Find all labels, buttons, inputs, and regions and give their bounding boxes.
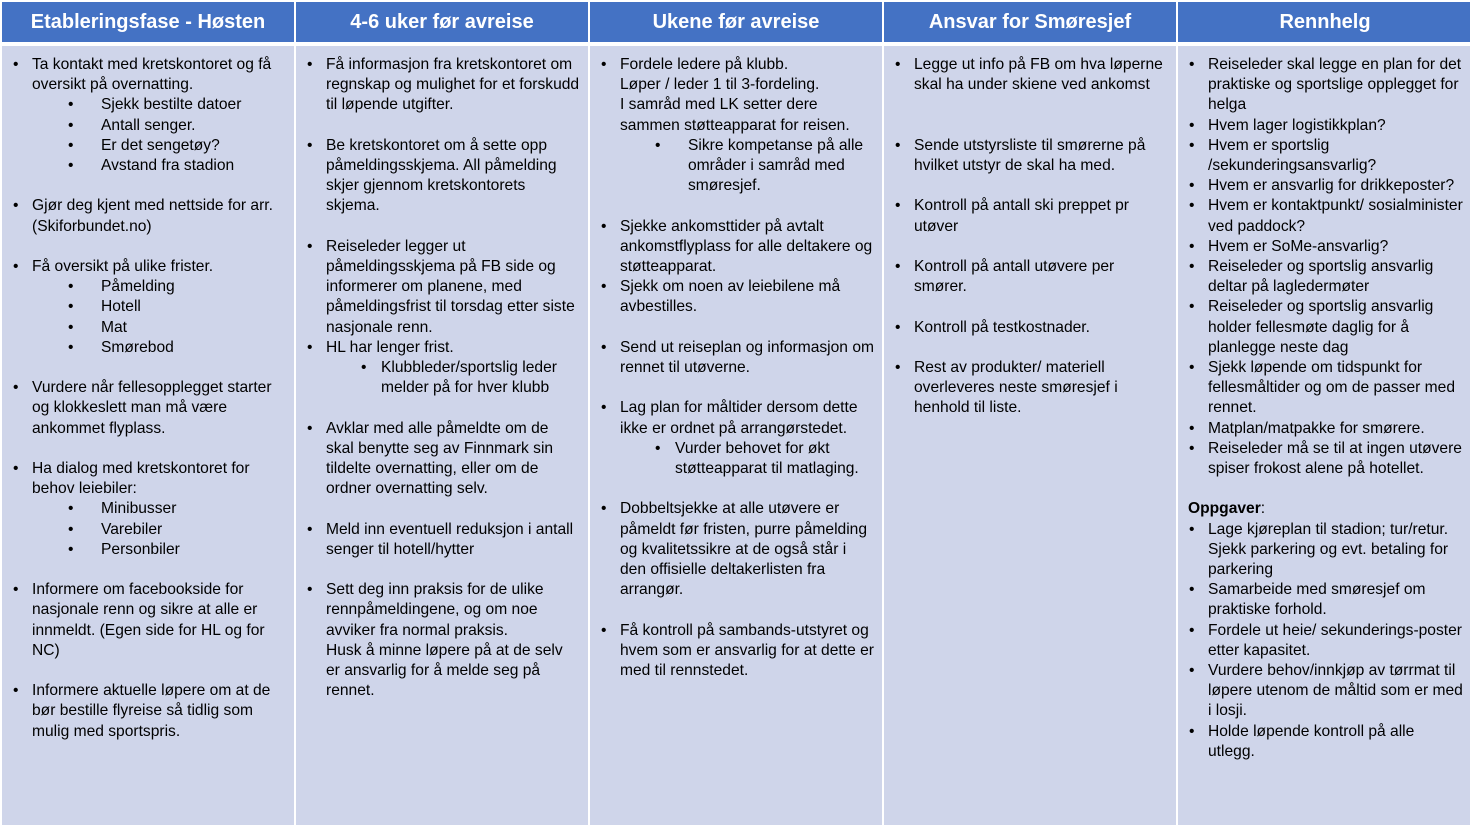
sub-item: • Hotell bbox=[32, 297, 286, 317]
list-item: • Vurdere behov/innkjøp av tørrmat til løpere utenom de måltid som er med i losji. bbox=[1188, 661, 1464, 722]
list-item: • Ha dialog med kretskontoret for behov leiebiler: • Minibusser • Varebiler • Personbiler bbox=[12, 459, 286, 560]
list-item: • Få oversikt på ulike frister. • Påmelding • Hotell • Mat • Smørebod bbox=[12, 257, 286, 358]
list-item: • Kontroll på antall ski preppet pr utøver bbox=[894, 196, 1168, 236]
task-list bbox=[894, 55, 1168, 419]
header-ansvar-smoresjef: Ansvar for Smøresjef bbox=[884, 2, 1176, 42]
list-item: • Samarbeide med smøresjef om praktiske forhold. bbox=[1188, 580, 1464, 620]
list-item: • Hvem lager logistikkplan? bbox=[1188, 116, 1464, 136]
list-item: • Få kontroll på sambands-utstyret og hvem som er ansvarlig for at dette er med til rennstedet. bbox=[600, 621, 874, 682]
list-item: • Lage kjøreplan til stadion; tur/retur. Sjekk parkering og evt. betaling for parkering bbox=[1188, 520, 1464, 581]
task-list bbox=[306, 55, 580, 701]
list-item: • Hvem er SoMe-ansvarlig? bbox=[1188, 237, 1464, 257]
sub-list bbox=[620, 136, 874, 197]
list-item: • Ta kontakt med kretskontoret og få oversikt på overnatting. • Sjekk bestilte datoer • Antall senger. • Er det sengetøy? • Avstand fra stadion bbox=[12, 55, 286, 176]
sub-item: • Påmelding bbox=[32, 277, 286, 297]
list-item: • Rest av produkter/ materiell overleveres neste smøresjef i henhold til liste. bbox=[894, 358, 1168, 419]
list-item: • Hvem er kontaktpunkt/ sosialminister ved paddock? bbox=[1188, 196, 1464, 236]
list-item: • Gjør deg kjent med nettside for arr. (Skiforbundet.no) bbox=[12, 196, 286, 236]
column-4-6-uker bbox=[296, 46, 588, 825]
header-ukene-for-avreise: Ukene før avreise bbox=[590, 2, 882, 42]
column-ansvar-smoresjef bbox=[884, 46, 1176, 825]
sub-item: • Avstand fra stadion bbox=[32, 156, 286, 176]
oppgaver-heading: Oppgaver: bbox=[1188, 500, 1266, 518]
task-list bbox=[12, 55, 286, 742]
list-item: • Hvem er sportslig /sekunderingsansvarlig? bbox=[1188, 136, 1464, 176]
task-list bbox=[1188, 55, 1464, 479]
sub-item: • Vurder behovet for økt støtteapparat til matlaging. bbox=[620, 439, 874, 479]
list-item: • Få informasjon fra kretskontoret om regnskap og mulighet for et forskudd til løpende utgifter. bbox=[306, 55, 580, 116]
sub-item: • Sjekk bestilte datoer bbox=[32, 95, 286, 115]
sub-item: • Smørebod bbox=[32, 338, 286, 358]
oppgaver-list bbox=[1188, 520, 1464, 762]
sub-list bbox=[32, 499, 286, 560]
list-item: • Kontroll på testkostnader. bbox=[894, 318, 1168, 338]
header-etableringsfase: Etableringsfase - Høsten bbox=[2, 2, 294, 42]
list-item: • Legge ut info på FB om hva løperne skal ha under skiene ved ankomst bbox=[894, 55, 1168, 95]
list-item: • Sjekke ankomsttider på avtalt ankomstflyplass for alle deltakere og støtteapparat. bbox=[600, 217, 874, 278]
list-item: • Reiseleder legger ut påmeldingsskjema på FB side og informerer om planene, med påmeldingsfrist til torsdag etter siste nasjonale renn. bbox=[306, 237, 580, 338]
list-item: • Matplan/matpakke for smørere. bbox=[1188, 419, 1464, 439]
column-etableringsfase bbox=[2, 46, 294, 825]
list-item: • Kontroll på antall utøvere per smører. bbox=[894, 257, 1168, 297]
list-item: • Holde løpende kontroll på alle utlegg. bbox=[1188, 722, 1464, 762]
sub-item: • Sikre kompetanse på alle områder i samråd med smøresjef. bbox=[620, 136, 874, 197]
column-ukene-for-avreise bbox=[590, 46, 882, 825]
header-4-6-uker: 4-6 uker før avreise bbox=[296, 2, 588, 42]
list-item: • HL har lenger frist. • Klubbleder/sportslig leder melder på for hver klubb bbox=[306, 338, 580, 399]
list-item: • Meld inn eventuell reduksjon i antall senger til hotell/hytter bbox=[306, 520, 580, 560]
list-item: • Avklar med alle påmeldte om de skal benytte seg av Finnmark sin tildelte overnatting, eller om de ordner overnatting selv. bbox=[306, 419, 580, 500]
task-list bbox=[600, 55, 874, 681]
header-rennhelg: Rennhelg bbox=[1178, 2, 1470, 42]
list-item: • Informere aktuelle løpere om at de bør bestille flyreise så tidlig som mulig med sportspris. bbox=[12, 681, 286, 742]
list-item: • Vurdere når fellesopplegget starter og klokkeslett man må være ankommet flyplass. bbox=[12, 378, 286, 439]
sub-item: • Minibusser bbox=[32, 499, 286, 519]
sub-list bbox=[620, 439, 874, 479]
list-item: • Sjekk om noen av leiebilene må avbestilles. bbox=[600, 277, 874, 317]
list-item: • Dobbeltsjekke at alle utøvere er påmeldt før fristen, purre påmelding og kvalitetssikre at de også står i den offisielle deltakerlisten fra arrangør. bbox=[600, 499, 874, 600]
sub-item: • Personbiler bbox=[32, 540, 286, 560]
list-item: • Fordele ut heie/ sekunderings-poster etter kapasitet. bbox=[1188, 621, 1464, 661]
list-item: • Lag plan for måltider dersom dette ikke er ordnet på arrangørstedet. • Vurder behovet for økt støtteapparat til matlaging. bbox=[600, 398, 874, 479]
sub-item: • Varebiler bbox=[32, 520, 286, 540]
sub-item: • Mat bbox=[32, 318, 286, 338]
list-item: • Be kretskontoret om å sette opp påmeldingsskjema. All påmelding skjer gjennom kretskontorets skjema. bbox=[306, 136, 580, 217]
list-item: • Fordele ledere på klubb. Løper / leder 1 til 3-fordeling. I samråd med LK setter dere sammen støtteapparat for reisen. • Sikre kompetanse på alle områder i samråd med smøresjef. bbox=[600, 55, 874, 196]
sub-item: • Antall senger. bbox=[32, 116, 286, 136]
list-item: • Send ut reiseplan og informasjon om rennet til utøverne. bbox=[600, 338, 874, 378]
list-item: • Hvem er ansvarlig for drikkeposter? bbox=[1188, 176, 1464, 196]
list-item: • Sende utstyrsliste til smørerne på hvilket utstyr de skal ha med. bbox=[894, 136, 1168, 176]
sub-item: • Klubbleder/sportslig leder melder på for hver klubb bbox=[326, 358, 580, 398]
list-item: • Reiseleder og sportslig ansvarlig deltar på lagledermøter bbox=[1188, 257, 1464, 297]
sub-item: • Er det sengetøy? bbox=[32, 136, 286, 156]
sub-list bbox=[326, 358, 580, 398]
list-item: • Sjekk løpende om tidspunkt for fellesmåltider og om de passer med rennet. bbox=[1188, 358, 1464, 419]
list-item: • Reiseleder skal legge en plan for det praktiske og sportslige opplegget for helga bbox=[1188, 55, 1464, 116]
planning-table bbox=[2, 2, 1468, 825]
column-rennhelg bbox=[1178, 46, 1470, 825]
list-item: • Sett deg inn praksis for de ulike rennpåmeldingene, og om noe avviker fra normal praksis. Husk å minne løpere på at de selv er ansvarlig for å melde seg på rennet. bbox=[306, 580, 580, 701]
sub-list bbox=[32, 95, 286, 176]
list-item: • Reiseleder og sportslig ansvarlig holder fellesmøte daglig for å planlegge neste dag bbox=[1188, 297, 1464, 358]
list-item: • Reiseleder må se til at ingen utøvere spiser frokost alene på hotellet. bbox=[1188, 439, 1464, 479]
sub-list bbox=[32, 277, 286, 358]
list-item: • Informere om facebookside for nasjonale renn og sikre at alle er innmeldt. (Egen side for HL og for NC) bbox=[12, 580, 286, 661]
